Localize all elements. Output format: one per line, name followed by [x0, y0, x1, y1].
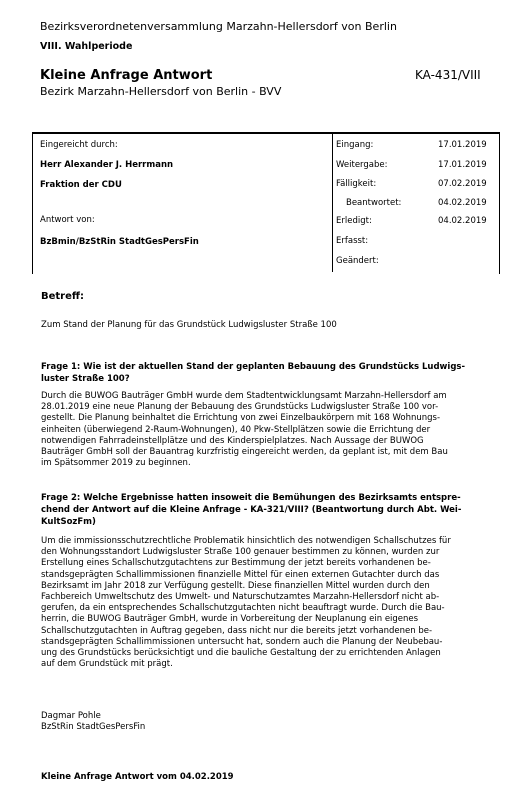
- date-value-due: 07.02.2019: [438, 179, 487, 189]
- answer-2-line: Erstellung eines Schallschutzgutachtens zur Bestimmung der jetzt bereits vorhandenen be-: [41, 558, 431, 569]
- date-value-answered: 04.02.2019: [438, 198, 487, 208]
- answer-2-line: herrin, die BUWOG Bauträger GmbH, wurde in Vorbereitung der Neuplanung ein eigenes: [41, 614, 419, 625]
- answer-2-line: Fachbereich Umweltschutz des Umwelt- und Naturschutzamtes Marzahn-Hellersdorf nicht ab-: [41, 592, 440, 603]
- answer-2: [41, 536, 503, 670]
- faction-name: Fraktion der CDU: [40, 180, 122, 190]
- question-2-line: chend der Antwort auf die Kleine Anfrage - KA-321/VIII? (Beantwortung durch Abt. Wei-: [41, 505, 462, 515]
- answer-2-line: Schallschutzgutachten in Auftrag gegeben, dass nicht nur die bereits jetzt vorhandenen be-: [41, 625, 433, 636]
- question-2: [41, 492, 503, 528]
- answer-2-line: ung des Grundstücks berücksichtigt und die bauliche Gestaltung der zu errichtenden Anlagen: [41, 648, 441, 659]
- date-label-forwarded: Weitergabe:: [336, 160, 388, 170]
- answer-1-line: im Spätsommer 2019 zu beginnen.: [41, 458, 191, 469]
- answer-2-line: gerufen, da ein entsprechendes Schallschutzgutachten nicht beauftragt wurde. Durch die Bau-: [41, 603, 445, 614]
- date-label-changed: Geändert:: [336, 256, 379, 266]
- date-label-received: Eingang:: [336, 140, 374, 150]
- answer-1: [41, 391, 503, 469]
- legislative-period: VIII. Wahlperiode: [40, 41, 133, 52]
- answer-2-line: Bezirksamt im Jahr 2018 zur Verfügung gestellt. Diese finanziellen Mittel wurden durch den: [41, 580, 430, 591]
- answer-2-line: auf dem Grundstück mit prägt.: [41, 659, 173, 670]
- date-label-recorded: Erfasst:: [336, 236, 369, 246]
- answer-2-line: standsgeprägten Schallimmissionen untersucht hat, sondern auch die Planung der Neubebau-: [41, 636, 443, 647]
- subject-heading: Betreff:: [41, 291, 84, 302]
- answer-1-line: einheiten (überwiegend 2-Raum-Wohnungen), 40 Pkw-Stellplätzen sowie die Errichtung der: [41, 424, 431, 435]
- answer-1-line: 28.01.2019 eine neue Planung der Bebauung des Grundstücks Ludwigsluster Straße 100 vor-: [41, 402, 439, 413]
- subject-text: Zum Stand der Planung für das Grundstück Ludwigsluster Straße 100: [41, 320, 337, 330]
- answerer-name: BzBmin/BzStRin StadtGesPersFin: [40, 237, 199, 247]
- answer-2-line: standsgeprägten Schallimmissionen finanzielle Mittel für einen externen Gutachter durch das: [41, 569, 440, 580]
- metadata-divider: [332, 132, 333, 272]
- signatory-name: Dagmar Pohle: [41, 711, 101, 721]
- footer-text: Kleine Anfrage Antwort vom 04.02.2019: [41, 772, 234, 782]
- date-label-answered: Beantwortet:: [346, 198, 402, 208]
- answer-2-line: den Wohnungsstandort Ludwigsluster Straße 100 genauer bestimmen zu können, wurden zur: [41, 547, 440, 558]
- question-1-line: luster Straße 100?: [41, 374, 130, 384]
- answer-1-line: gestellt. Die Planung beinhaltet die Errichtung von zwei Einzelbaukörpern mit 168 Wohnungs-: [41, 413, 441, 424]
- answer-1-line: notwendigen Fahrradeinstellplätze und des Kinderspielplatzes. Nach Aussage der BUWOG: [41, 435, 424, 446]
- district-name: Bezirk Marzahn-Hellersdorf von Berlin - BVV: [40, 85, 282, 98]
- question-1: [41, 361, 503, 385]
- answer-1-line: Bauträger GmbH soll der Bauantrag kurzfristig eingereicht werden, da geplant ist, mit dem Bau: [41, 447, 448, 458]
- date-label-completed: Erledigt:: [336, 216, 372, 226]
- document-title: Kleine Anfrage Antwort: [40, 68, 213, 83]
- date-value-completed: 04.02.2019: [438, 216, 487, 226]
- question-2-line: KultSozFm): [41, 517, 96, 527]
- metadata-box: [32, 132, 500, 274]
- answer-by-label: Antwort von:: [40, 215, 95, 225]
- date-label-due: Fälligkeit:: [336, 179, 377, 189]
- submitted-by-label: Eingereicht durch:: [40, 140, 118, 150]
- submitter-name: Herr Alexander J. Herrmann: [40, 160, 174, 170]
- answer-2-line: Um die immissionsschutzrechtliche Problematik hinsichtlich des notwendigen Schallschutzes für: [41, 536, 451, 546]
- date-value-received: 17.01.2019: [438, 140, 487, 150]
- answer-1-line: Durch die BUWOG Bauträger GmbH wurde dem Stadtentwicklungsamt Marzahn-Hellersdorf am: [41, 391, 447, 401]
- assembly-name: Bezirksverordnetenversammlung Marzahn-Hellersdorf von Berlin: [40, 20, 397, 33]
- date-value-forwarded: 17.01.2019: [438, 160, 487, 170]
- signatory-role: BzStRin StadtGesPersFin: [41, 722, 146, 732]
- question-2-line: Frage 2: Welche Ergebnisse hatten insoweit die Bemühungen des Bezirksamts entspre-: [41, 493, 461, 503]
- question-1-line: Frage 1: Wie ist der aktuellen Stand der geplanten Bebauung des Grundstücks Ludwigs-: [41, 362, 465, 372]
- document-number: KA-431/VIII: [415, 68, 481, 82]
